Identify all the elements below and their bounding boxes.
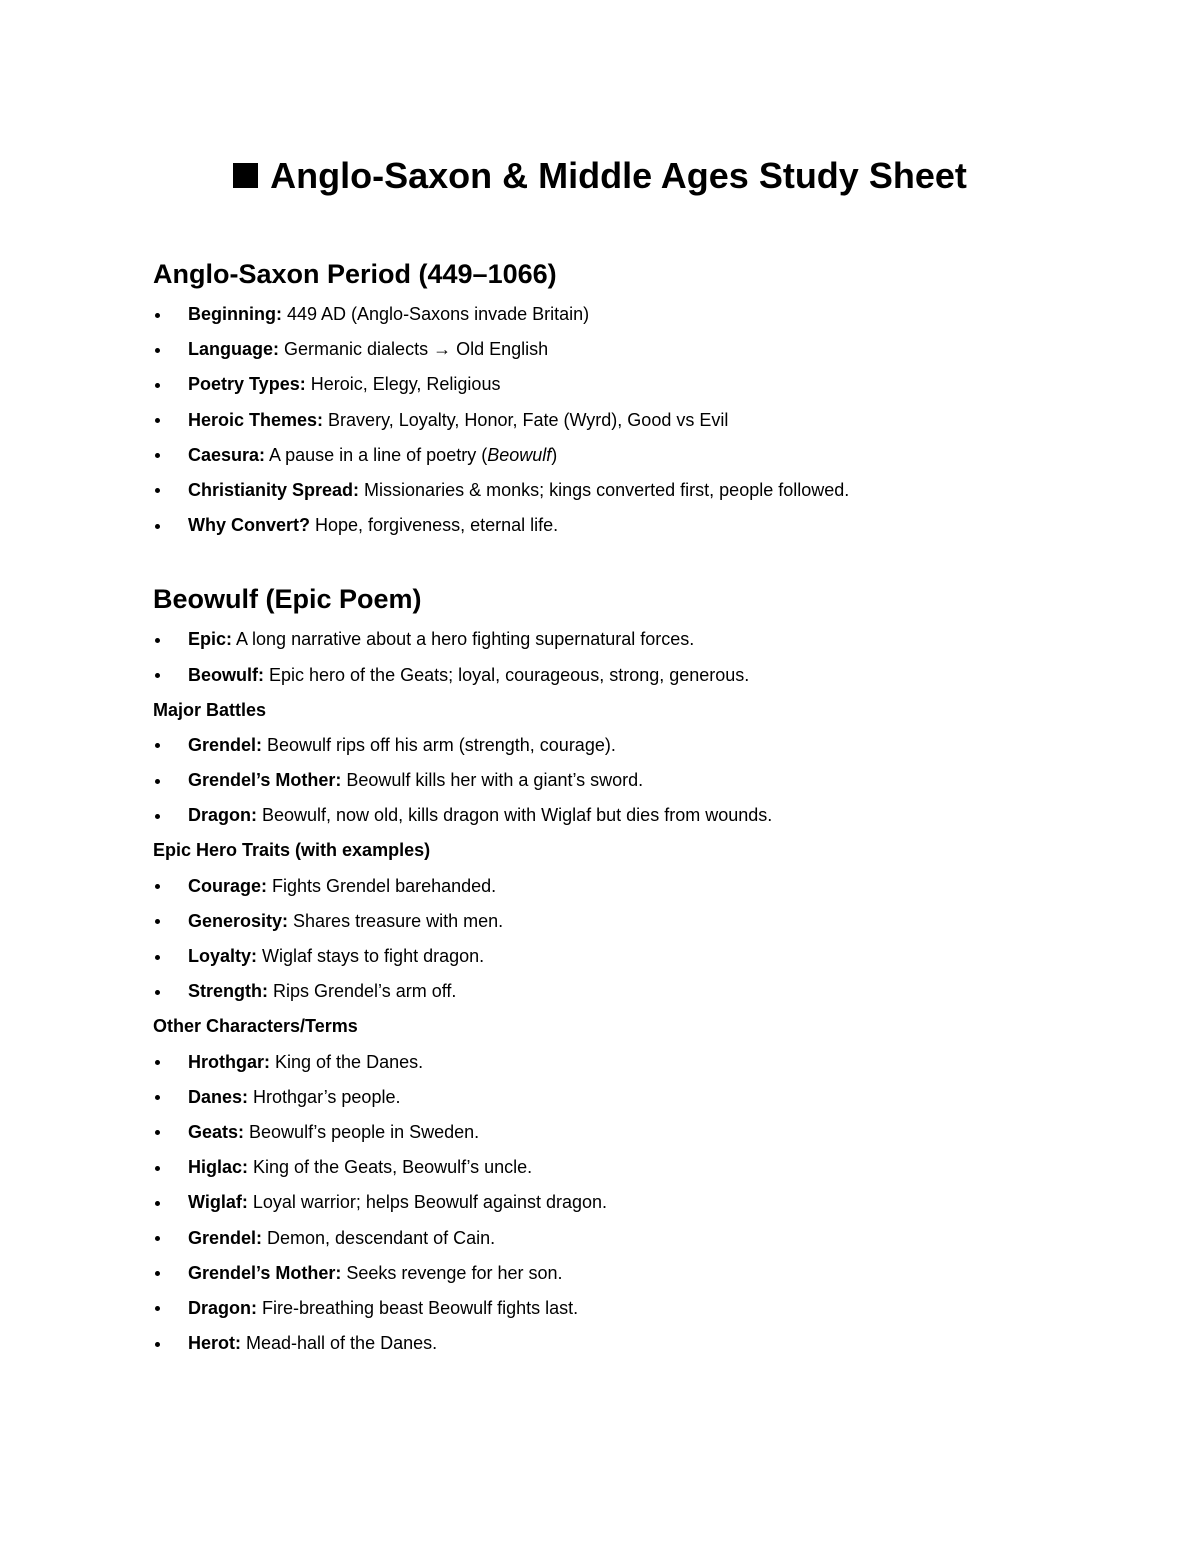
list-item-text: Demon, descendant of Cain. [262, 1227, 496, 1248]
bullet-icon [155, 1236, 160, 1241]
list-item-term: Epic: [188, 629, 233, 650]
page-title-text: Anglo-Saxon & Middle Ages Study Sheet [270, 155, 967, 196]
list-item-term: Geats: [188, 1121, 245, 1142]
list-item-text: Beowulf rips off his arm (strength, courage). [262, 734, 616, 755]
list-item [153, 904, 1113, 939]
bullet-icon [155, 814, 160, 819]
list-item-term: Beowulf: [188, 664, 264, 685]
other-characters-list [153, 1045, 1113, 1362]
list-item-text: 449 AD (Anglo-Saxons invade Britain) [281, 304, 590, 324]
content [153, 252, 1113, 1361]
list-item [153, 297, 1113, 332]
list-item [153, 939, 1113, 974]
list-item [153, 1115, 1113, 1150]
list-item-term: Language: [188, 339, 280, 360]
list-item-text: Beowulf kills her with a giant’s sword. [341, 770, 644, 791]
list-item [153, 658, 1113, 693]
bullet-icon [155, 955, 160, 960]
list-item [153, 1256, 1113, 1291]
list-item-term: Danes: [188, 1086, 249, 1107]
bullet-icon [155, 348, 160, 353]
bullet-icon [155, 990, 160, 995]
bullet-icon [155, 638, 160, 643]
list-item-text: Rips Grendel’s arm off. [268, 981, 457, 1002]
bullet-icon [155, 1342, 160, 1347]
page-title [0, 150, 1200, 202]
list-item-term: Hrothgar: [188, 1051, 270, 1072]
list-item [153, 1221, 1113, 1256]
list-item [153, 869, 1113, 904]
list-item-term: Grendel: [188, 1227, 263, 1248]
list-item-term: Why Convert? [188, 515, 311, 536]
subheading-other-characters: Other Characters/Terms [153, 1016, 358, 1037]
bullet-icon [155, 743, 160, 748]
list-item [153, 508, 1113, 543]
bullet-icon [155, 1060, 160, 1065]
list-item-term: Heroic Themes: [188, 409, 324, 430]
bullet-icon [155, 1201, 160, 1206]
list-item-term: Beginning: [188, 304, 282, 324]
list-item-term: Dragon: [188, 805, 257, 826]
list-item [153, 763, 1113, 798]
list-item-text: Epic hero of the Geats; loyal, courageous, strong, generous. [264, 664, 750, 685]
list-item-text: Mead-hall of the Danes. [241, 1333, 438, 1354]
list-item-text: Shares treasure with men. [288, 910, 504, 931]
bullet-icon [155, 884, 160, 889]
bullet-icon [155, 383, 160, 388]
list-item-term: Strength: [188, 981, 268, 1002]
epic-hero-traits-list [153, 869, 1113, 1010]
subheading-epic-hero-traits: Epic Hero Traits (with examples) [153, 840, 431, 861]
list-item-text: King of the Geats, Beowulf’s uncle. [248, 1157, 533, 1178]
bullet-icon [155, 524, 160, 529]
list-item [153, 1080, 1113, 1115]
list-item [153, 473, 1113, 508]
list-item-italic: Beowulf [487, 444, 552, 465]
list-item [153, 622, 1113, 657]
beowulf-list [153, 622, 1113, 692]
bullet-icon [155, 1306, 160, 1311]
list-item-term: Grendel’s Mother: [188, 1262, 342, 1283]
list-item-term: Dragon: [188, 1297, 257, 1318]
list-item [153, 403, 1113, 438]
list-item [153, 974, 1113, 1009]
list-item [153, 1185, 1113, 1220]
anglo-saxon-list [153, 297, 1113, 543]
list-item-term: Generosity: [188, 910, 289, 931]
list-item-text: Fire-breathing beast Beowulf fights last. [257, 1297, 579, 1318]
list-item-term: Loyalty: [188, 946, 258, 966]
bullet-icon [155, 1095, 160, 1100]
list-item-text: Beowulf’s people in Sweden. [244, 1121, 480, 1142]
list-item [153, 1291, 1113, 1326]
list-item-text: Loyal warrior; helps Beowulf against dragon. [247, 1192, 608, 1213]
list-item-text: Hrothgar’s people. [248, 1086, 401, 1107]
list-item [153, 1326, 1113, 1361]
list-item-text: A long narrative about a hero fighting supernatural forces. [232, 629, 695, 650]
list-item-text: Seeks revenge for her son. [341, 1262, 563, 1283]
list-item-term: Courage: [188, 875, 268, 896]
list-item-text: Hope, forgiveness, eternal life. [310, 515, 559, 536]
list-item-text: Germanic dialects → Old English [279, 339, 549, 360]
bullet-icon [155, 1166, 160, 1171]
bullet-icon [155, 673, 160, 678]
list-item [153, 728, 1113, 763]
list-item-text: Beowulf, now old, kills dragon with Wiglaf but dies from wounds. [257, 805, 773, 826]
list-item [153, 1045, 1113, 1080]
subheading-major-battles: Major Battles [153, 699, 267, 720]
bullet-icon [155, 418, 160, 423]
list-item-text: Heroic, Elegy, Religious [305, 374, 501, 395]
list-item-term: Herot: [188, 1333, 241, 1354]
list-item [153, 438, 1113, 473]
list-item-term: Grendel: [188, 734, 263, 755]
list-item-text: King of the Danes. [270, 1051, 424, 1072]
black-square-icon [233, 163, 258, 188]
list-item-term: Christianity Spread: [188, 479, 360, 500]
major-battles-list [153, 728, 1113, 834]
bullet-icon [155, 453, 160, 458]
list-item-term: Higlac: [188, 1157, 249, 1178]
list-item [153, 332, 1113, 367]
list-item [153, 1150, 1113, 1185]
list-item-term: Wiglaf: [188, 1192, 248, 1213]
list-item-term: Caesura: [188, 444, 266, 465]
list-item-term: Poetry Types: [188, 374, 306, 395]
bullet-icon [155, 313, 160, 318]
bullet-icon [155, 488, 160, 493]
list-item-term: Grendel’s Mother: [188, 770, 342, 791]
list-item [153, 798, 1113, 833]
list-item-text-after: ) [551, 444, 558, 465]
section-heading-beowulf: Beowulf (Epic Poem) [153, 584, 422, 615]
list-item-text: Missionaries & monks; kings converted first, people followed. [359, 479, 850, 500]
bullet-icon [155, 1271, 160, 1276]
list-item [153, 367, 1113, 402]
bullet-icon [155, 1130, 160, 1135]
list-item-text: A pause in a line of poetry ( [265, 444, 488, 465]
section-heading-anglo-saxon: Anglo-Saxon Period (449–1066) [153, 259, 557, 289]
bullet-icon [155, 779, 160, 784]
list-item-text: Bravery, Loyalty, Honor, Fate (Wyrd), Good vs Evil [323, 409, 729, 430]
list-item-text: Wiglaf stays to fight dragon. [257, 946, 485, 966]
list-item-text: Fights Grendel barehanded. [267, 875, 497, 896]
bullet-icon [155, 919, 160, 924]
